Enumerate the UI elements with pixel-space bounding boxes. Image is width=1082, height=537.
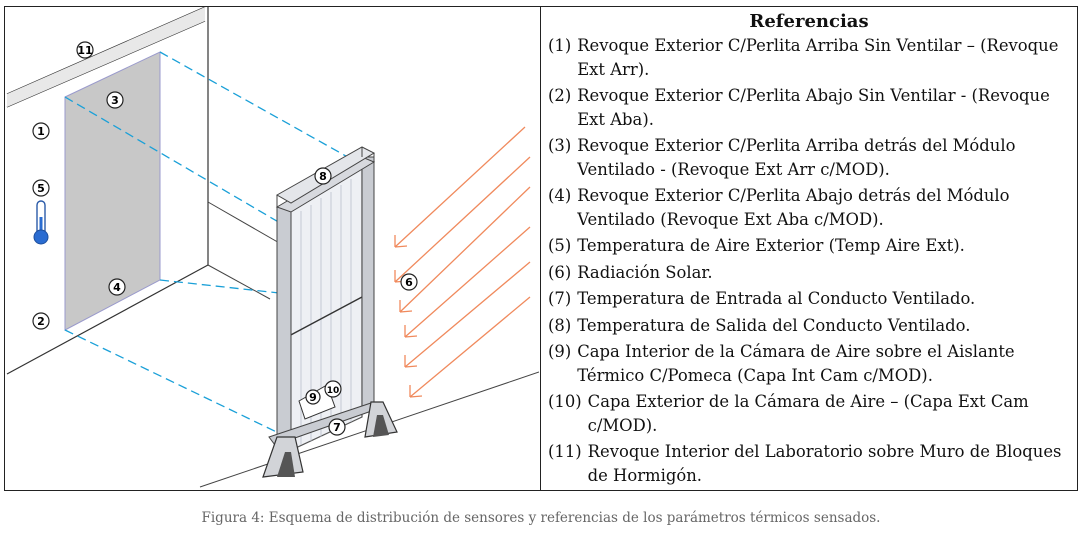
reference-item [548, 287, 1070, 311]
sensor-label-2-text: 2 [37, 315, 45, 328]
reference-number: (11) [548, 442, 582, 461]
sensor-label-3 [107, 92, 123, 108]
thermometer-icon [34, 201, 48, 244]
reference-number: (4) [548, 186, 572, 205]
sensor-label-1-text: 1 [37, 125, 45, 138]
reference-item [548, 261, 1070, 285]
sensor-label-8 [315, 168, 331, 184]
figure-divider [540, 6, 541, 491]
sensor-label-5 [33, 180, 49, 196]
ground-line-2 [208, 265, 270, 299]
reference-item [548, 340, 1070, 387]
reference-number: (7) [548, 289, 572, 308]
sensor-label-8-text: 8 [319, 170, 327, 183]
reference-text: Revoque Exterior C/Perlita Arriba Sin Ventilar – (Revoque Ext Arr). [577, 36, 1059, 79]
reference-number: (5) [548, 236, 572, 255]
reference-text: Temperatura de Entrada al Conducto Ventilado. [577, 289, 976, 308]
reference-item [548, 84, 1070, 131]
sensor-label-6 [401, 274, 417, 290]
reference-item [548, 134, 1070, 181]
sensor-label-4-text: 4 [113, 281, 121, 294]
sensor-label-10-text: 10 [326, 386, 340, 396]
references-title: Referencias [749, 11, 869, 32]
sensor-label-6-text: 6 [405, 276, 413, 289]
sensor-label-10 [325, 381, 341, 397]
references-list [548, 34, 1070, 487]
reference-text: Capa Exterior de la Cámara de Aire – (Capa Ext Cam c/MOD). [587, 392, 1029, 435]
reference-number: (1) [548, 36, 572, 55]
sensor-label-5-text: 5 [37, 182, 45, 195]
sensor-label-11-text: 11 [77, 44, 93, 57]
reference-text: Revoque Exterior C/Perlita Abajo Sin Ventilar - (Revoque Ext Aba). [577, 86, 1050, 129]
sensor-label-7-text: 7 [333, 421, 341, 434]
reference-item [548, 234, 1070, 258]
reference-number: (9) [548, 342, 572, 361]
sensor-label-9 [306, 390, 320, 404]
sensor-label-11 [77, 42, 93, 58]
reference-number: (3) [548, 136, 572, 155]
reference-text: Revoque Exterior C/Perlita Abajo detrás del Módulo Ventilado (Revoque Ext Aba c/MOD). [577, 186, 1010, 229]
reference-number: (10) [548, 392, 582, 411]
sensor-diagram [5, 7, 539, 490]
reference-item [548, 390, 1070, 437]
sensor-label-1 [33, 123, 49, 139]
reference-text: Capa Interior de la Cámara de Aire sobre el Aislante Térmico C/Pomeca (Capa Int Cam c/MOD). [577, 342, 1015, 385]
references-panel [548, 12, 1070, 488]
reference-number: (6) [548, 262, 572, 282]
sensor-label-3-text: 3 [111, 94, 119, 107]
reference-text: Revoque Exterior C/Perlita Arriba detrás del Módulo Ventilado - (Revoque Ext Arr c/MOD). [577, 136, 1016, 179]
reference-item [548, 34, 1070, 81]
reference-number: (8) [548, 315, 572, 335]
reference-text: Temperatura de Salida del Conducto Ventilado. [577, 315, 971, 335]
reference-text: Radiación Solar. [577, 262, 713, 282]
sensor-label-7 [329, 419, 345, 435]
sensor-label-9-text: 9 [309, 391, 317, 404]
reference-item [548, 440, 1070, 487]
sensor-label-2 [33, 313, 49, 329]
reference-item [548, 184, 1070, 231]
sensor-label-4 [109, 279, 125, 295]
reference-text: Temperatura de Aire Exterior (Temp Aire Ext). [577, 236, 965, 255]
reference-number: (2) [548, 86, 572, 105]
figure-caption: Figura 4: Esquema de distribución de sensores y referencias de los parámetros térmicos sensados. [201, 510, 881, 526]
solar-radiation-arrows [395, 127, 530, 397]
reference-text: Revoque Interior del Laboratorio sobre Muro de Bloques de Hormigón. [587, 442, 1062, 485]
reference-item [548, 314, 1070, 338]
